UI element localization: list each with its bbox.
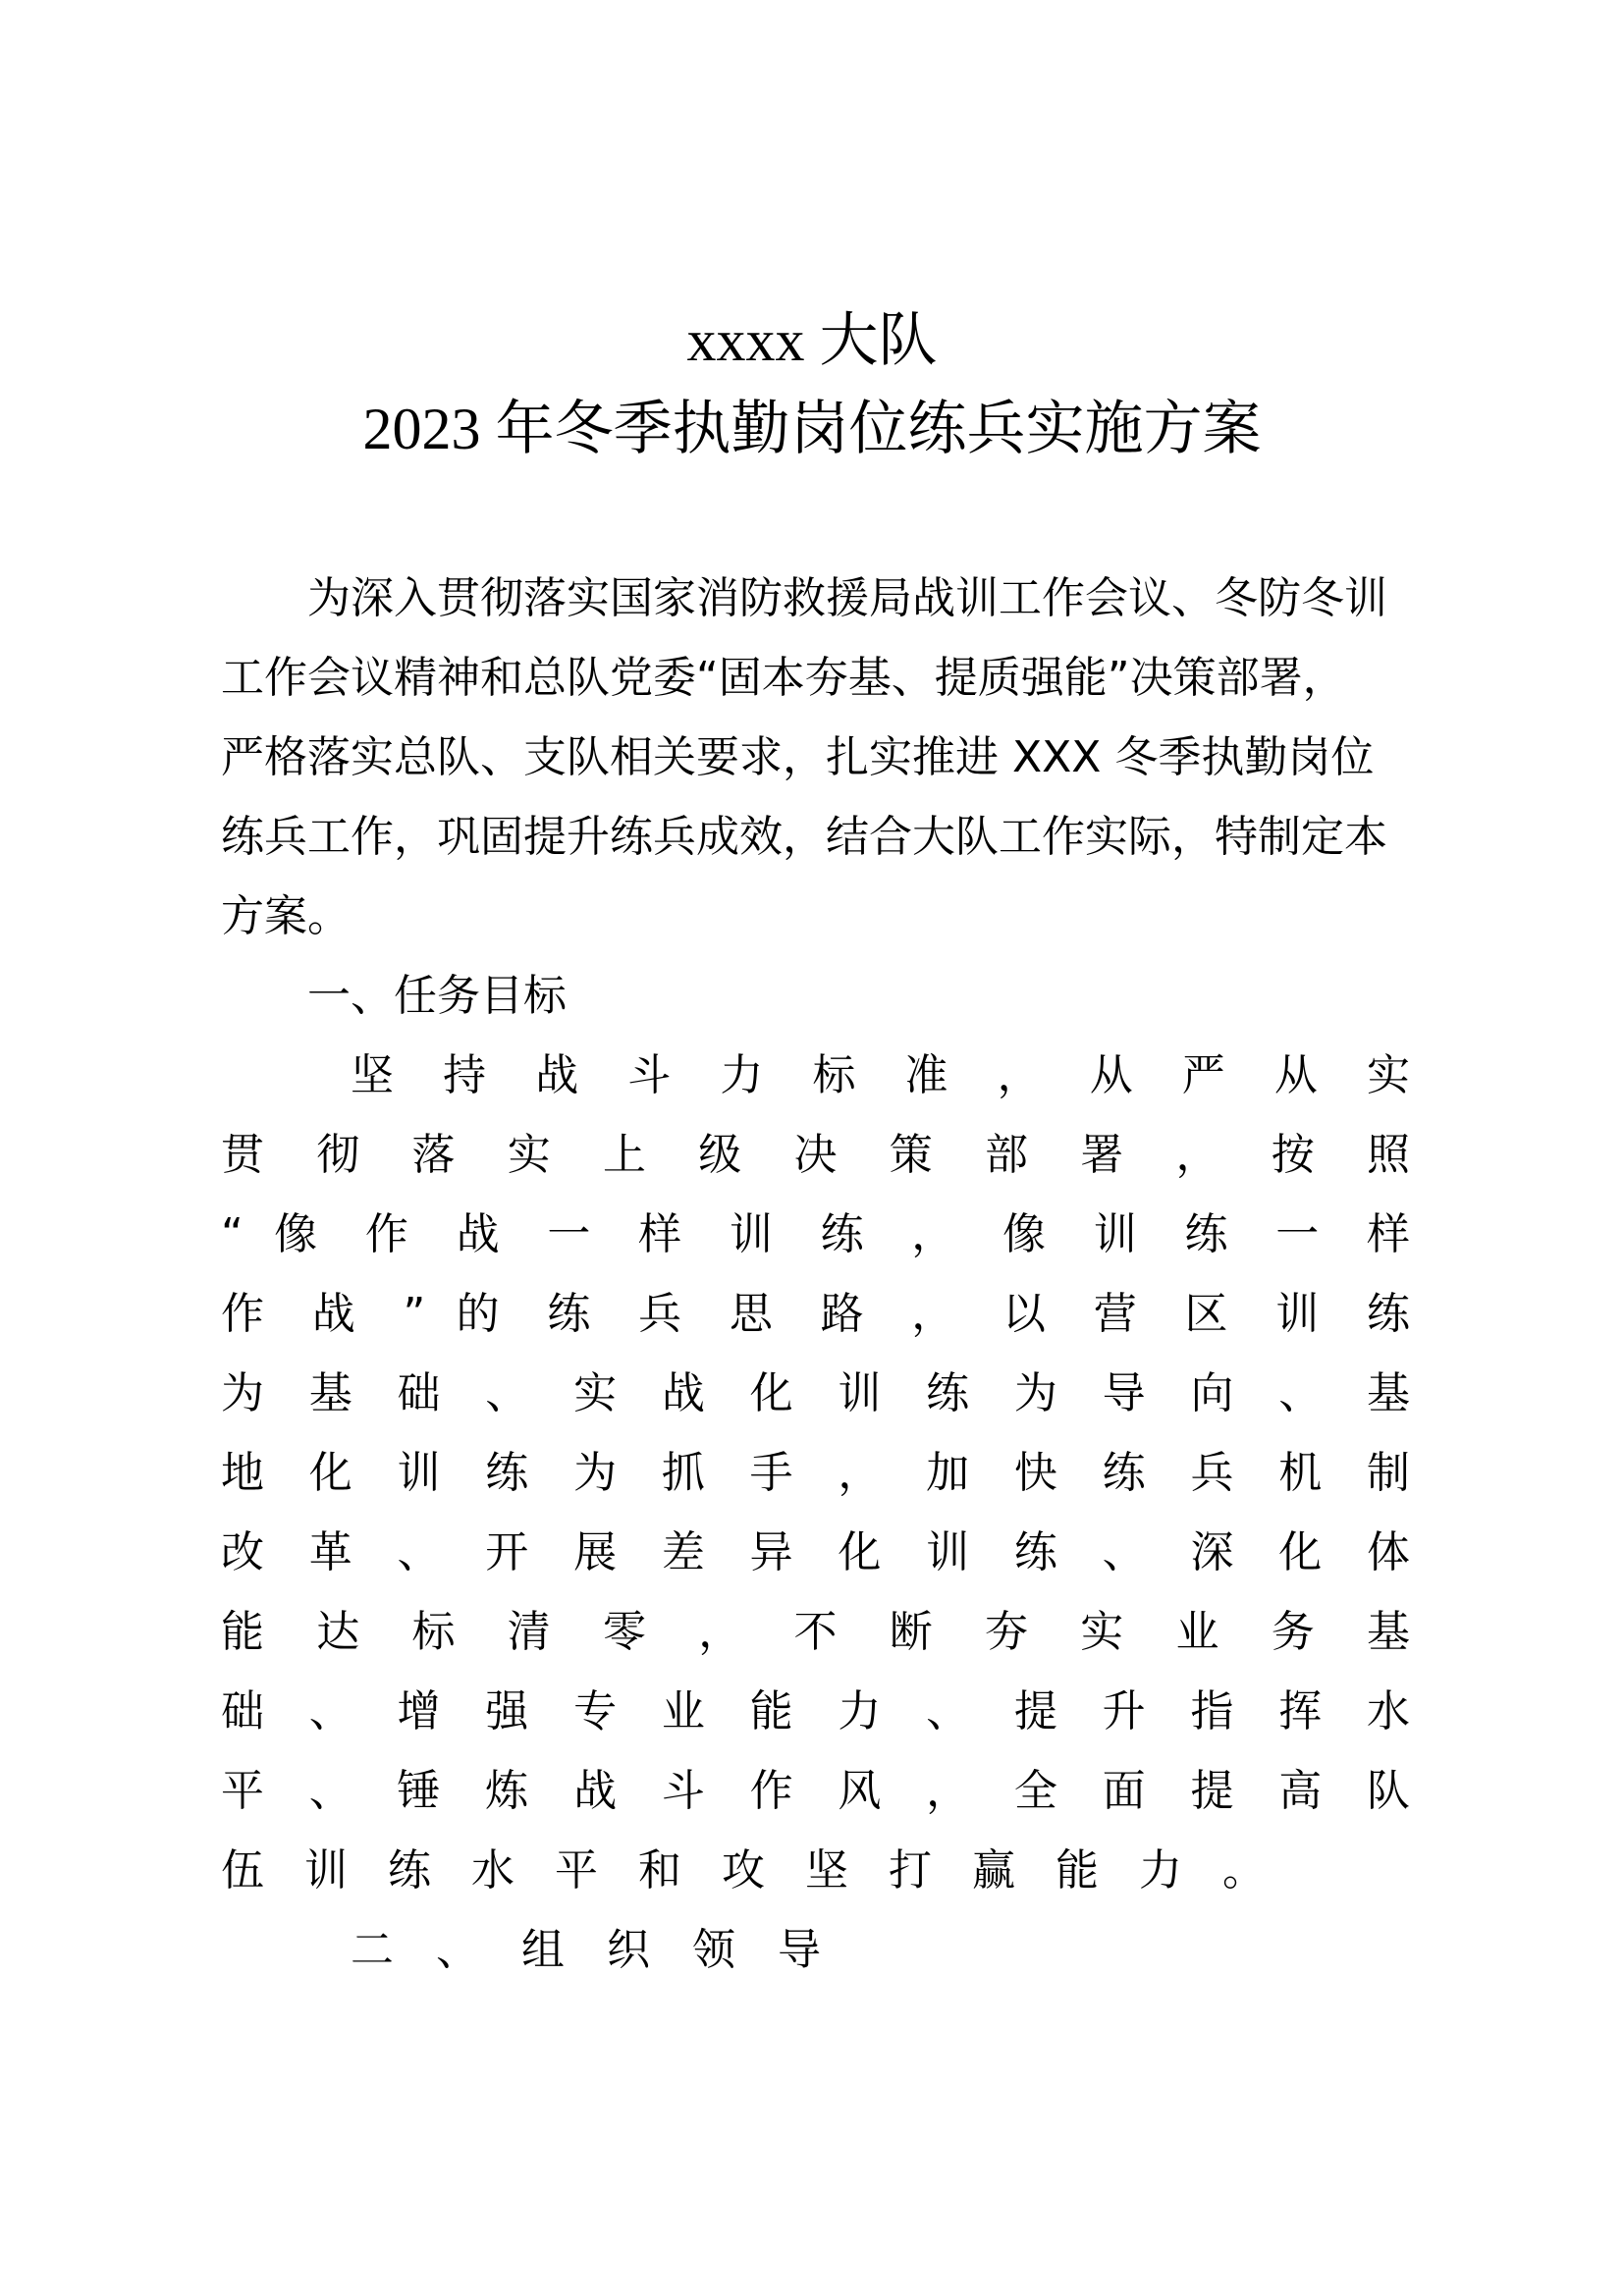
intro-line: 严格落实总队、支队相关要求，扎实推进 XXX 冬季执勤岗位 [221, 732, 1375, 782]
section1-line: 贯 彻 落 实 上 级 决 策 部 署 ， 按 照 [221, 1130, 1410, 1180]
document-body [221, 559, 1410, 1990]
intro-line: 为深入贯彻落实国家消防救援局战训工作会议、冬防冬训 [307, 573, 1387, 623]
document-title-line-2: 2023 年冬季执勤岗位练兵实施方案 [362, 397, 1262, 461]
section1-last-line: 伍训练水平和攻坚打赢能力。 [221, 1845, 1306, 1896]
intro-line: 方案。 [221, 891, 351, 941]
section1-line: 础 、 增 强 专 业 能 力 、 提 升 指 挥 水 [221, 1686, 1410, 1736]
section-heading-2: 二、组织领导 [351, 1925, 863, 1975]
section1-line: 坚 持 战 斗 力 标 准 ， 从 严 从 实 [351, 1050, 1410, 1100]
section1-line: 作 战 ” 的 练 兵 思 路 ， 以 营 区 训 练 [221, 1289, 1410, 1339]
section1-line: 为 基 础 、 实 战 化 训 练 为 导 向 、 基 [221, 1368, 1410, 1418]
section1-line: “ 像 作 战 一 样 训 练 ， 像 训 练 一 样 [221, 1209, 1410, 1259]
section1-line: 平 、 锤 炼 战 斗 作 风 ， 全 面 提 高 队 [221, 1766, 1410, 1816]
section1-line: 改 革 、 开 展 差 异 化 训 练 、 深 化 体 [221, 1527, 1410, 1577]
section-heading-1: 一、任务目标 [307, 971, 567, 1021]
intro-line: 工作会议精神和总队党委“固本夯基、提质强能”决策部署， [221, 653, 1346, 703]
document-title-line-1: xxxx 大队 [686, 308, 938, 373]
section1-line: 地 化 训 练 为 抓 手 ， 加 快 练 兵 机 制 [221, 1448, 1410, 1498]
section1-line: 能 达 标 清 零 ， 不 断 夯 实 业 务 基 [221, 1607, 1410, 1657]
intro-line: 练兵工作，巩固提升练兵成效，结合大队工作实际，特制定本 [221, 812, 1387, 862]
